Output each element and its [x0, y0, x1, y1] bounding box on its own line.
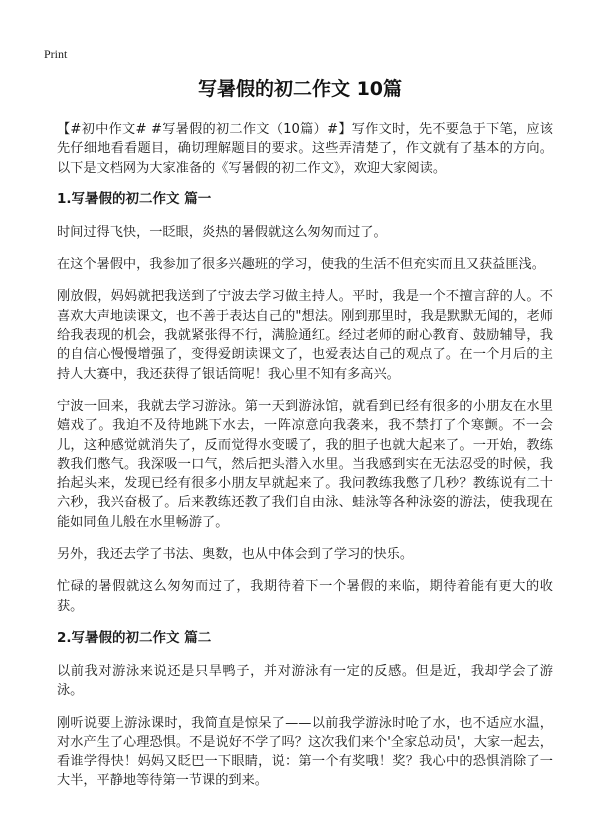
paragraph: 时间过得飞快，一眨眼，炎热的暑假就这么匆匆而过了。	[57, 224, 387, 240]
paragraph: 刚听说要上游泳课时，我简直是惊呆了——以前我学游泳时呛了水，也不适应水温，对水产生了心理恐惧。不是说好不学了吗？这次我们来个'全家总动员'，大家一起去，看谁学得快！妈妈又眨巴一下眼睛，说：第一个有奖哦！奖？我心中的恐惧消除了一大半，平静地等待第一节课的到来。	[57, 715, 553, 789]
paragraph: 宁波一回来，我就去学习游泳。第一天到游泳馆，就看到已经有很多的小朋友在水里嬉戏了。我迫不及待地跳下水去，一阵凉意向我袭来，我不禁打了个寒颤。不一会儿，这种感觉就消失了，反而觉得水变暖了，我的胆子也就大起来了。一开始，教练教我们憋气。我深吸一口气，然后把头潜入水里。当我感到实在无法忍受的时候，我抬起头来，发现已经有很多小朋友早就起来了。我问教练我憋了几秒？教练说有二十六秒，我兴奋极了。后来教练还教了我们自由泳、蛙泳等各种泳姿的游法，使我现在能如同鱼儿般在水里畅游了。	[57, 398, 553, 530]
paragraph: 刚放假，妈妈就把我送到了宁波去学习做主持人。平时，我是一个不擅言辞的人。不喜欢大声地读课文，也不善于表达自己的"想法。刚到那里时，我是默默无闻的，老师给我表现的机会，我就紧张得不行，满脸通红。经过老师的耐心教育、鼓励辅导，我的自信心慢慢增强了，变得爱朗读课文了，也爱表达自己的观点了。在一个月后的主持人大赛中，我还获得了银话筒呢！我心里不知有多高兴。	[57, 289, 553, 382]
paragraph: 在这个暑假中，我参加了很多兴趣班的学习，使我的生活不但充实而且又获益匪浅。	[57, 257, 545, 273]
paragraph: 另外，我还去学了书法、奥数，也从中体会到了学习的快乐。	[57, 547, 414, 563]
article-body	[57, 120, 553, 804]
intro-paragraph: 【#初中作文# #写暑假的初二作文（10篇）#】写作文时，先不要急于下笔，应该先仔细地看看题目，确切理解题目的要求。这些弄清楚了，作文就有了基本的方向。以下是文档网为大家准备的《写暑假的初二作文》，欢迎大家阅读。	[57, 122, 553, 176]
print-link[interactable]: Print	[44, 47, 68, 61]
paragraph: 以前我对游泳来说还是只旱鸭子，并对游泳有一定的反感。但是近，我却学会了游泳。	[57, 663, 553, 699]
section-heading-1: 1.写暑假的初二作文 篇一	[57, 190, 212, 207]
section-heading-2: 2.写暑假的初二作文 篇二	[57, 629, 212, 646]
paragraph: 忙碌的暑假就这么匆匆而过了，我期待着下一个暑假的来临，期待着能有更大的收获。	[57, 579, 553, 614]
page-title: 写暑假的初二作文 10篇	[197, 78, 403, 100]
